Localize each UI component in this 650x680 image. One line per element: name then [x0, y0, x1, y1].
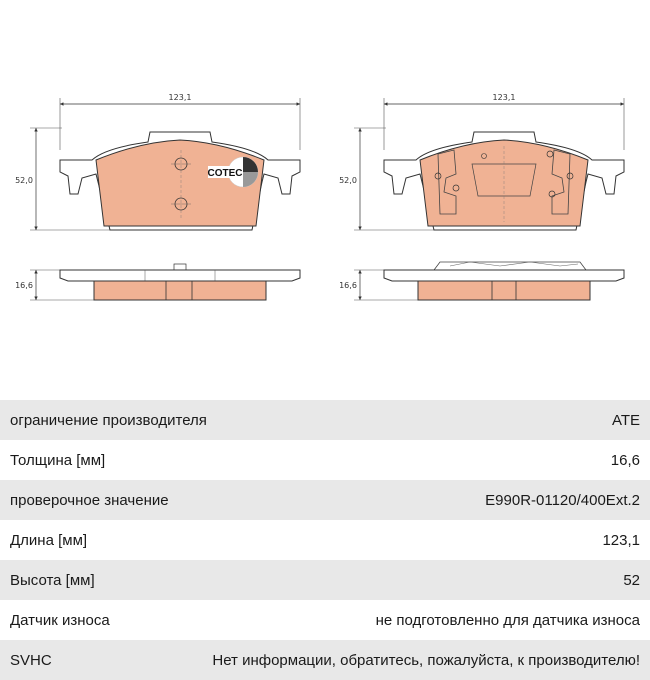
- right-thickness-dimension: 16,6: [339, 281, 357, 290]
- left-pad-view: [15, 93, 300, 300]
- specifications-table: [0, 400, 650, 680]
- spec-value: 52: [623, 571, 640, 589]
- spec-row-test-mark: [0, 480, 650, 520]
- spec-value: Нет информации, обратитесь, пожалуйста, к производителю!: [212, 651, 640, 669]
- spec-row-svhc: [0, 640, 650, 680]
- spec-row-length: [0, 520, 650, 560]
- right-height-dimension: 52,0: [339, 176, 357, 185]
- spec-label: Длина [мм]: [10, 531, 88, 549]
- cotec-logo-text: COTEC: [207, 168, 243, 179]
- spec-label: SVHC: [10, 651, 52, 669]
- right-pad-view: [339, 93, 624, 300]
- spec-row-wear-sensor: [0, 600, 650, 640]
- left-thickness-dimension: 16,6: [15, 281, 33, 290]
- spec-value: ATE: [611, 411, 640, 429]
- spec-row-manufacturer-restriction: [0, 400, 650, 440]
- spec-row-height: [0, 560, 650, 600]
- left-length-dimension: 123,1: [168, 93, 192, 102]
- right-length-dimension: 123,1: [492, 93, 516, 102]
- spec-label: проверочное значение: [10, 491, 169, 509]
- left-height-dimension: 52,0: [15, 176, 33, 185]
- spec-row-thickness: [0, 440, 650, 480]
- spec-label: ограничение производителя: [10, 411, 207, 429]
- spec-value: не подготовленно для датчика износа: [375, 611, 640, 629]
- spec-value: E990R-01120/400Ext.2: [485, 491, 640, 509]
- spec-label: Толщина [мм]: [10, 451, 106, 469]
- spec-value: 16,6: [610, 451, 640, 469]
- spec-value: 123,1: [602, 531, 640, 549]
- spec-label: Высота [мм]: [10, 571, 95, 589]
- spec-label: Датчик износа: [10, 611, 110, 629]
